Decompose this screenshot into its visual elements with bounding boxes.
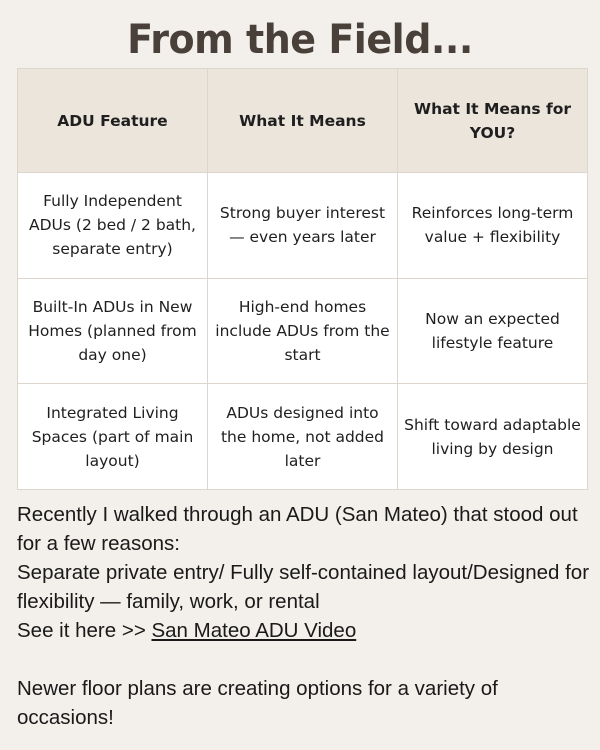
table-row: [18, 278, 588, 384]
table-cell: High-end homes include ADUs from the start: [208, 278, 398, 384]
column-header-what-it-means-for-you: What It Means for YOU?: [398, 69, 588, 173]
table-cell: Built-In ADUs in New Homes (planned from day one): [18, 278, 208, 384]
table-cell: ADUs designed into the home, not added later: [208, 384, 398, 490]
table-cell: Reinforces long-term value + flexibility: [398, 173, 588, 279]
adu-feature-table: [17, 68, 588, 490]
intro-paragraph: Recently I walked through an ADU (San Mateo) that stood out for a few reasons:: [17, 503, 578, 555]
column-header-adu-feature: ADU Feature: [18, 69, 208, 173]
features-paragraph: Separate private entry/ Fully self-contained layout/Designed for flexibility — family, work, or rental: [17, 561, 590, 613]
body-text: [17, 500, 592, 732]
paragraph-spacer: [17, 645, 592, 674]
table-cell: Now an expected lifestyle feature: [398, 278, 588, 384]
table-cell: Shift toward adaptable living by design: [398, 384, 588, 490]
closing-paragraph: Newer floor plans are creating options for a variety of occasions!: [17, 677, 498, 729]
table-cell: Strong buyer interest — even years later: [208, 173, 398, 279]
table-row: [18, 384, 588, 490]
video-link[interactable]: San Mateo ADU Video: [151, 619, 357, 642]
column-header-what-it-means: What It Means: [208, 69, 398, 173]
see-it-prefix: See it here >>: [17, 619, 152, 642]
page-title: From the Field...: [127, 17, 473, 63]
table-header-row: [18, 69, 588, 173]
see-it-paragraph: [17, 616, 592, 645]
table-cell: Integrated Living Spaces (part of main layout): [18, 384, 208, 490]
table-cell: Fully Independent ADUs (2 bed / 2 bath, separate entry): [18, 173, 208, 279]
table-row: [18, 173, 588, 279]
